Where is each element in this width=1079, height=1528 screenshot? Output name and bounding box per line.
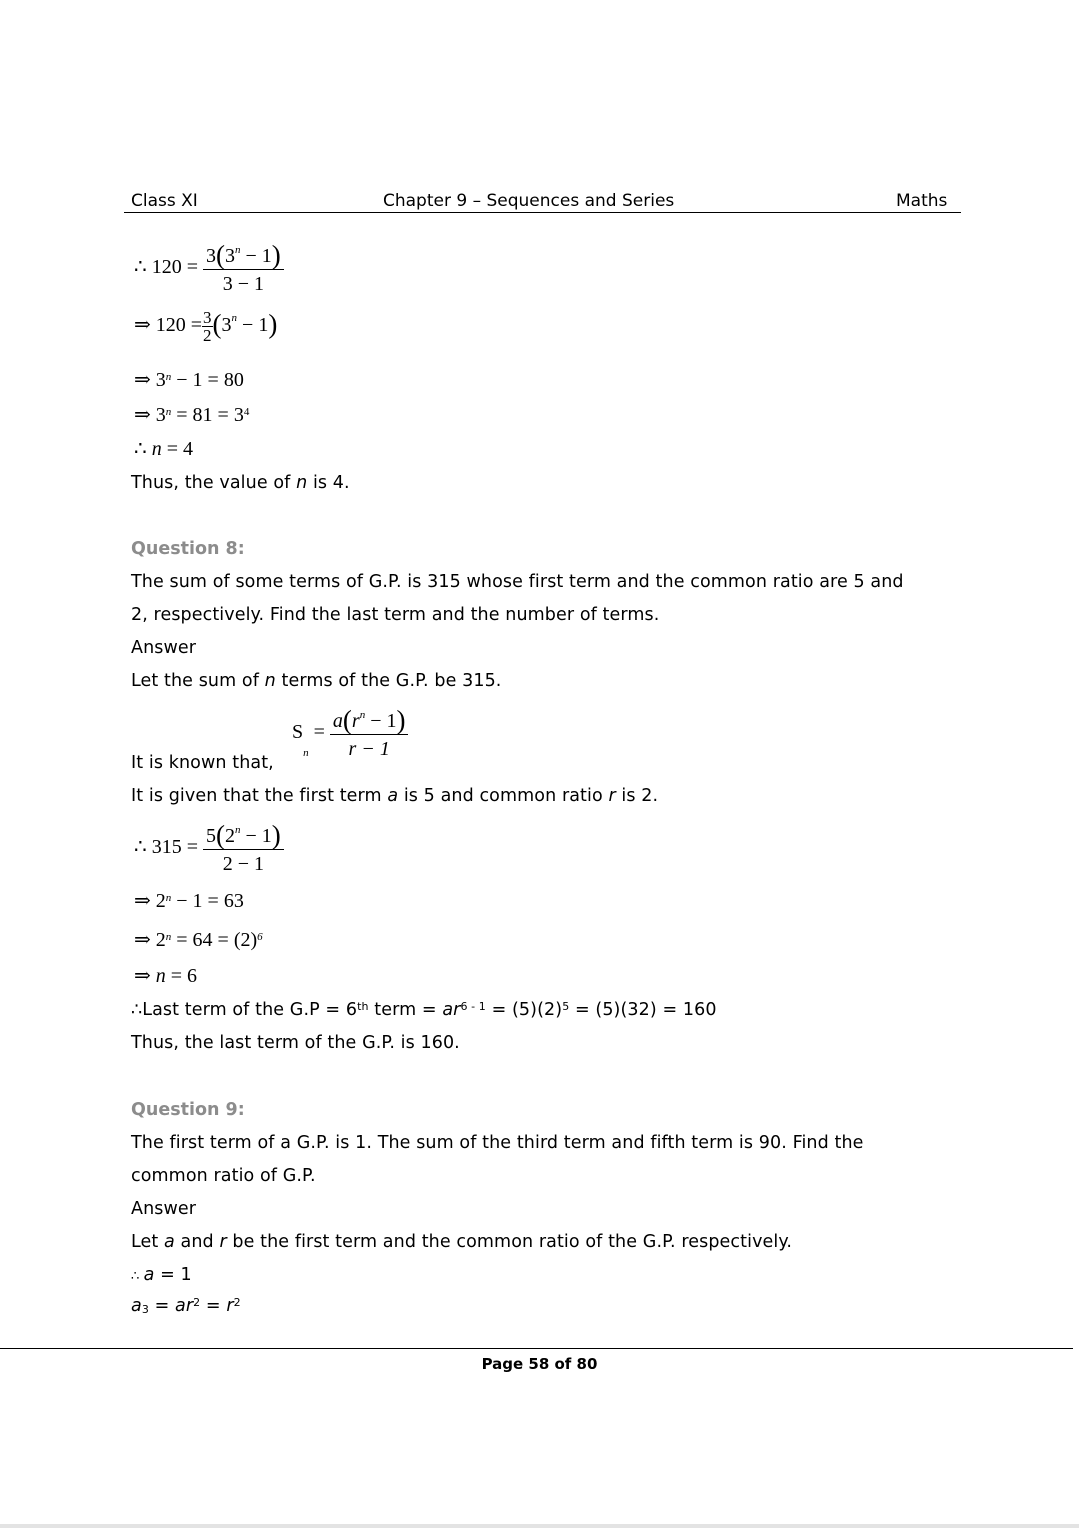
q8-step-3: ⇒ $2^n = 64 = (2)^6$ <box>134 929 263 951</box>
footer-divider <box>0 1348 1073 1349</box>
fraction: $\frac{3(3^n - 1)}{3 - 1}$ <box>203 241 284 296</box>
q8-text-line-2: 2, respectively. Find the last term and the number of terms. <box>131 605 660 625</box>
q8-step-4: ⇒ n = 6 <box>134 965 198 987</box>
q8-let-statement: Let the sum of n terms of the G.P. be 315. <box>131 671 502 691</box>
q9-a3-expression: $a_3 = ar^2 = r^2$ <box>131 1296 241 1316</box>
q8-answer-label: Answer <box>131 638 197 658</box>
page-bottom-edge <box>0 1524 1079 1528</box>
q8-given-statement: It is given that the first term a is 5 and common ratio r is 2. <box>131 786 659 806</box>
header-class: Class XI <box>131 191 198 211</box>
q9-text-line-2: common ratio of G.P. <box>131 1166 316 1186</box>
q9-let-statement: Let a and r be the first term and the common ratio of the G.P. respectively. <box>131 1232 792 1252</box>
fraction: $\frac{a(r^n - 1)}{r - 1}$ <box>330 706 409 761</box>
q8-step-1: ∴ 315 = $\frac{5(2^n - 1)}{2 - 1}$ <box>134 821 284 876</box>
fraction: $\frac{5(2^n - 1)}{2 - 1}$ <box>203 821 284 876</box>
q7-step-1: ∴ 120 = $\frac{3(3^n - 1)}{3 - 1}$ <box>134 241 284 296</box>
fraction: $\frac{3}{2}$ <box>203 308 212 345</box>
q9-answer-label: Answer <box>131 1199 197 1219</box>
q8-conclusion: Thus, the last term of the G.P. is 160. <box>131 1033 460 1053</box>
q7-step-3: ⇒ $3^n - 1 = 80$ <box>134 369 244 391</box>
page-number: Page 58 of 80 <box>481 1355 598 1373</box>
q8-known-label: It is known that, <box>131 753 274 773</box>
question-9-title: Question 9: <box>131 1100 245 1120</box>
q7-step-4: ⇒ $3^n = 81 = 3^4$ <box>134 404 250 426</box>
q9-text-line-1: The first term of a G.P. is 1. The sum of the third term and fifth term is 90. Find the <box>131 1133 864 1153</box>
q7-conclusion: Thus, the value of n is 4. <box>131 473 350 493</box>
header-subject: Maths <box>896 191 948 211</box>
header-chapter: Chapter 9 – Sequences and Series <box>383 191 675 211</box>
q8-last-term: ∴Last term of the G.P = 6th term = $ar^{6 - 1} = (5)(2)^5 = (5)(32) = 160$ <box>131 1000 717 1020</box>
q8-text-line-1: The sum of some terms of G.P. is 315 whose first term and the common ratio are 5 and <box>131 572 904 592</box>
question-8-title: Question 8: <box>131 539 245 559</box>
q8-step-2: ⇒ $2^n - 1 = 63$ <box>134 890 244 912</box>
q7-step-2: ⇒ 120 = $\frac{3}{2}$ $(3^n - 1)$ <box>134 308 278 345</box>
q8-sum-formula: $S_n$ = $\frac{a(r^n - 1)}{r - 1}$ <box>292 706 408 761</box>
q7-step-5: ∴ n = 4 <box>134 438 194 460</box>
header-divider <box>124 212 961 213</box>
q9-a-value: ∴ a = 1 <box>131 1265 192 1285</box>
